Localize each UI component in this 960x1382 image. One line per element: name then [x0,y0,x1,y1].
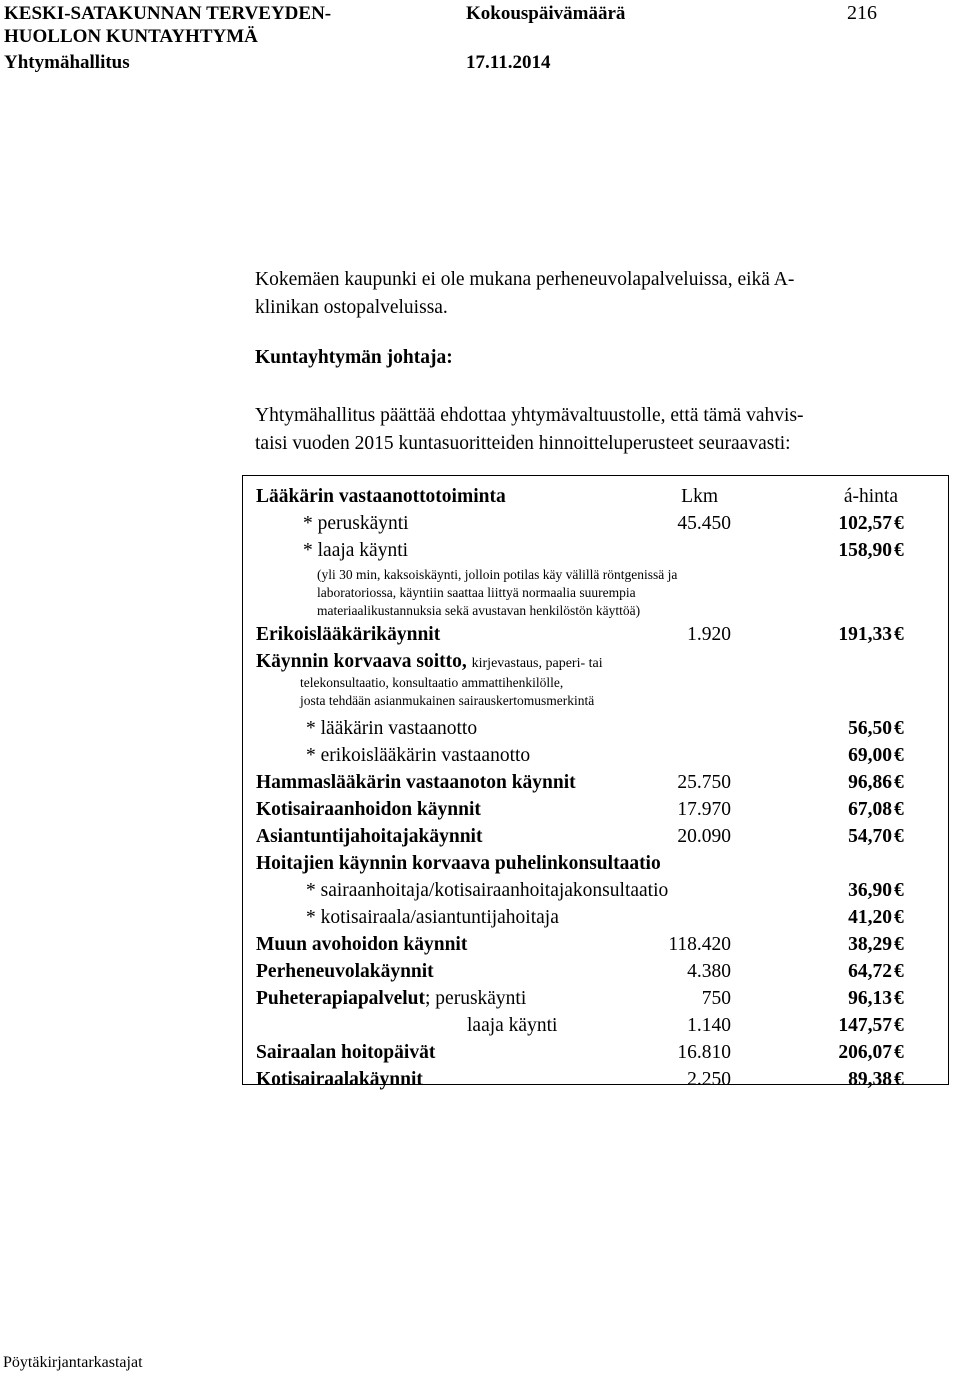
intro-line-2: klinikan ostopalveluissa. [255,297,448,318]
euro-icon: € [894,745,904,766]
euro-icon: € [894,624,904,645]
proposal-paragraph [255,402,947,458]
table-row: Puheterapiapalvelut; peruskäynti 750 96,13 € [243,986,950,1012]
euro-icon: € [894,513,904,534]
table-row: Hammaslääkärin vastaanoton käynnit 25.750 96,86 € [243,770,950,796]
org-board: Yhtymähallitus [4,52,130,73]
table-row: Asiantuntijahoitajakäynnit 20.090 54,70 € [243,824,950,850]
table-row: * erikoislääkärin vastaanotto 69,00 € [243,743,950,769]
director-title: Kuntayhtymän johtaja: [255,347,453,368]
table-row: Muun avohoidon käynnit 118.420 38,29 € [243,932,950,958]
table-row: Sairaalan hoitopäivät 16.810 206,07 € [243,1040,950,1066]
euro-icon: € [894,718,904,739]
euro-icon: € [894,1015,904,1036]
table-row: Erikoislääkärikäynnit 1.920 191,33 € [243,622,950,648]
intro-line-1: Kokemäen kaupunki ei ole mukana perheneuvolapalveluissa, eikä A- [255,269,795,290]
footer-signers: Pöytäkirjantarkastajat [3,1354,143,1371]
euro-icon: € [894,826,904,847]
col-price: á-hinta [843,486,898,507]
meeting-label: Kokouspäivämäärä [466,3,626,24]
euro-icon: € [894,799,904,820]
table-row: * kotisairaala/asiantuntijahoitaja 41,20 € [243,905,950,931]
euro-icon: € [894,934,904,955]
org-name [4,2,331,25]
table-row: Kotisairaanhoidon käynnit 17.970 67,08 € [243,797,950,823]
proposal-line-1: Yhtymähallitus päättää ehdottaa yhtymävaltuustolle, että tämä vahvis- [255,405,804,426]
table-heading: Lääkärin vastaanottotoiminta [256,486,506,507]
org-line-2: HUOLLON KUNTAYHTYMÄ [4,26,258,47]
org-line-1: KESKI-SATAKUNNAN TERVEYDEN- [4,3,332,24]
table-note: materiaalikustannuksia sekä avustavan henkilöstön käyttöä) [317,603,641,618]
table-row: laaja käynti 1.140 147,57 € [243,1013,950,1039]
euro-icon: € [894,772,904,793]
euro-icon: € [894,988,904,1009]
proposal-line-2: taisi vuoden 2015 kuntasuoritteiden hinnoitteluperusteet seuraavasti: [255,433,791,454]
table-note: josta tehdään asianmukainen sairauskertomusmerkintä [300,693,595,708]
table-row: * peruskäynti 45.450 102,57 € [243,511,950,537]
table-note: (yli 30 min, kaksoiskäynti, jolloin potilas käy välillä röntgenissä ja [317,567,678,582]
intro-paragraph [255,266,947,322]
table-header-row [243,484,950,510]
table-row: Perheneuvolakäynnit 4.380 64,72 € [243,959,950,985]
table-row: * laaja käynti 158,90 € [243,538,950,564]
euro-icon: € [894,1042,904,1063]
table-row: Kotisairaalakäynnit 2.250 89,38 € [243,1067,950,1093]
euro-icon: € [894,540,904,561]
euro-icon: € [894,961,904,982]
meeting-date: 17.11.2014 [466,52,551,73]
euro-icon: € [894,1069,904,1090]
table-row: * sairaanhoitaja/kotisairaanhoitajakonsultaatio 36,90 € [243,878,950,904]
table-row: Hoitajien käynnin korvaava puhelinkonsultaatio [256,853,661,874]
table-row: * lääkärin vastaanotto 56,50 € [243,716,950,742]
price-table [242,475,949,1090]
col-lkm: Lkm [681,486,718,507]
table-row: Käynnin korvaava soitto, kirjevastaus, paperi- tai [256,651,603,672]
table-note: laboratoriossa, käyntiin saattaa liittyä normaalia suurempia [317,585,636,600]
euro-icon: € [894,907,904,928]
page-number: 216 [847,2,877,24]
euro-icon: € [894,880,904,901]
table-note: telekonsultaatio, konsultaatio ammattihenkilölle, [300,675,564,690]
